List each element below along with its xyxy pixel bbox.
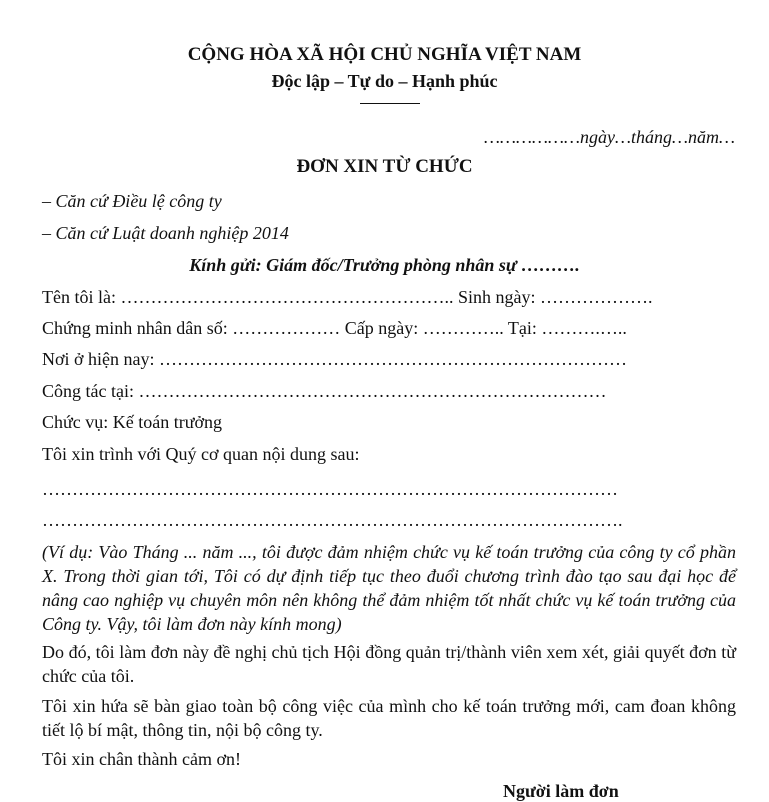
recipient-line: Kính gửi: Giám đốc/Trưởng phòng nhân sự ………. (189, 255, 580, 275)
commitment-paragraph: Tôi xin hứa sẽ bàn giao toàn bộ công việc của mình cho kế toán trưởng mới, cam đoan không tiết lộ bí mật, thông tin, nội bộ công ty. (42, 696, 736, 740)
signature-label: Người làm đơn (503, 781, 619, 801)
blank-line: …………………………………………………………………………………… (42, 479, 618, 499)
content-intro: Tôi xin trình với Quý cơ quan nội dung sau: (42, 444, 360, 464)
thanks-line: Tôi xin chân thành cảm ơn! (42, 749, 241, 769)
request-paragraph: Do đó, tôi làm đơn này đề nghị chủ tịch Hội đồng quản trị/thành viên xem xét, giải quyết đơn từ chức của tôi. (42, 642, 736, 686)
divider-line (360, 103, 420, 104)
document-title: ĐƠN XIN TỪ CHỨC (296, 156, 473, 177)
example-paragraph: (Ví dụ: Vào Tháng ... năm ..., tôi được đảm nhiệm chức vụ kế toán trưởng của công ty cổ phần X. Trong thời gian tới, Tôi có dự định tiếp tục theo đuổi chương trình đào tạo sau đại học để nâng cao nghiệp vụ chuyên môn nên không thể đảm nhiệm tốt nhất chức vụ kế toán trưởng của Công ty. Vậy, tôi làm đơn này kính mong) (42, 542, 736, 634)
field-name-birthdate: Tên tôi là: ……………………………………………….. Sinh ngày: ………………. (42, 287, 653, 307)
country-heading: CỘNG HÒA XÃ HỘI CHỦ NGHĨA VIỆT NAM (187, 44, 582, 65)
basis-item: – Căn cứ Luật doanh nghiệp 2014 (42, 223, 289, 243)
field-position: Chức vụ: Kế toán trưởng (42, 412, 222, 432)
field-workplace: Công tác tại: …………………………………………………………………… (42, 381, 607, 401)
blank-line: ……………………………………………………………………………………. (42, 510, 623, 530)
field-address: Nơi ở hiện nay: …………………………………………………………………… (42, 349, 628, 369)
date-line: ………………ngày…tháng…năm… (483, 127, 735, 147)
field-id-card: Chứng minh nhân dân số: ……………… Cấp ngày: ………….. Tại: ……….….. (42, 318, 627, 338)
motto: Độc lập – Tự do – Hạnh phúc (271, 71, 498, 91)
basis-item: – Căn cứ Điều lệ công ty (42, 191, 222, 211)
